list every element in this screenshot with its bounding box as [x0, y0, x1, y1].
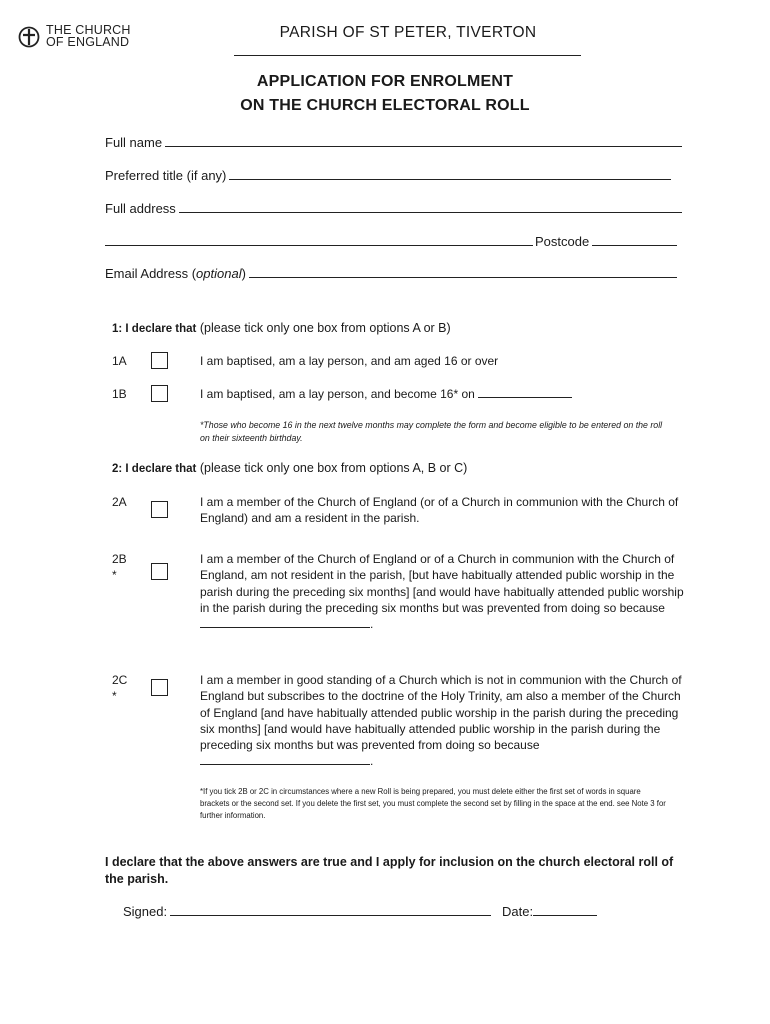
- full-name-label: Full name: [105, 135, 163, 150]
- full-address-field[interactable]: [105, 200, 682, 216]
- section-1-footnote: *Those who become 16 in the next twelve months may complete the form and become eligible to be entered on the roll on their sixteenth birthday.: [200, 420, 663, 443]
- preferred-title-input-line[interactable]: [229, 167, 671, 180]
- postcode-label: Postcode: [535, 234, 590, 249]
- signature-field[interactable]: [123, 903, 491, 919]
- section-2-heading-bold: 2: I declare that: [112, 463, 197, 475]
- logo-line-1: THE CHURCH: [46, 23, 131, 37]
- email-input-line[interactable]: [249, 265, 677, 278]
- section-2-heading: [112, 461, 467, 475]
- full-name-field[interactable]: [105, 134, 682, 150]
- full-name-input-line[interactable]: [165, 134, 682, 147]
- option-2b-checkbox[interactable]: [151, 563, 168, 580]
- option-1b-code: 1B: [112, 387, 127, 401]
- option-2a-checkbox[interactable]: [151, 501, 168, 518]
- section-1-heading: [112, 321, 451, 335]
- date-input-line[interactable]: [533, 903, 597, 916]
- option-1b-text: I am baptised, am a lay person, and become 16* on: [200, 387, 475, 401]
- option-1b-row: [200, 386, 690, 402]
- logo-line-2: OF ENGLAND: [46, 35, 130, 49]
- option-2b-reason-input-line[interactable]: [200, 616, 370, 628]
- option-2b-end: .: [370, 617, 374, 632]
- option-2c-reason-input-line[interactable]: [200, 753, 370, 765]
- email-label: Email Address (: [105, 266, 197, 281]
- birthday-date-input-line[interactable]: [478, 386, 572, 398]
- option-2a-code: 2A: [112, 495, 127, 509]
- section-2-footnote: *If you tick 2B or 2C in circumstances where a new Roll is being prepared, you must delete either the first set of words in square brackets or the second set. If you delete the first set, you must complete the second set by filling in the space at the end. see Note 3 for further information.: [200, 787, 666, 820]
- signature-input-line[interactable]: [170, 903, 491, 916]
- option-2c-code-block: [112, 672, 127, 704]
- option-2a-text: I am a member of the Church of England (or of a Church in communion with the Church of England) and am a resident in the parish.: [200, 495, 679, 526]
- form-title-line-2: ON THE CHURCH ELECTORAL ROLL: [240, 97, 530, 114]
- full-address-label: Full address: [105, 201, 176, 216]
- option-2c-star: *: [112, 689, 117, 703]
- cross-logo-icon: [18, 26, 40, 48]
- date-label: Date:: [502, 904, 534, 919]
- option-2c-row: [200, 672, 690, 770]
- address-postcode-field[interactable]: [105, 233, 677, 249]
- email-label-close: ): [241, 266, 246, 281]
- header-divider: [234, 55, 581, 56]
- option-1b-checkbox[interactable]: [151, 385, 168, 402]
- option-2b-row: [200, 551, 690, 632]
- form-title-line-1: APPLICATION FOR ENROLMENT: [256, 73, 514, 90]
- preferred-title-label: Preferred title (if any): [105, 168, 227, 183]
- preferred-title-field[interactable]: [105, 167, 671, 183]
- option-2c-code: 2C: [112, 673, 128, 687]
- declaration-statement: I declare that the above answers are true and I apply for inclusion on the church electoral roll of the parish.: [105, 855, 674, 886]
- option-2b-code: 2B: [112, 552, 127, 566]
- email-field[interactable]: [105, 265, 677, 281]
- church-of-england-logo: [18, 24, 131, 48]
- option-2c-checkbox[interactable]: [151, 679, 168, 696]
- section-1-heading-rest: (please tick only one box from options A or B): [196, 321, 451, 335]
- option-2c-end: .: [370, 754, 374, 769]
- option-2b-star: *: [112, 568, 117, 582]
- option-1a-code: 1A: [112, 354, 127, 368]
- email-optional-label: optional: [196, 266, 242, 281]
- option-2c-text: I am a member in good standing of a Church which is not in communion with the Church of England but subscribes to the doctrine of the Holy Trinity, am also a member of the Church of England [and have habitually attended public worship in the parish during the preceding six months] [and would have habitually attended public worship in the parish during the preceding six months but was prevented from doing so because: [200, 673, 682, 753]
- section-2-heading-rest: (please tick only one box from options A, B or C): [196, 461, 468, 475]
- option-1a-text: I am baptised, am a lay person, and am aged 16 or over: [200, 354, 499, 368]
- parish-name: PARISH OF ST PETER, TIVERTON: [279, 24, 537, 41]
- option-2b-code-block: [112, 551, 127, 583]
- section-1-heading-bold: 1: I declare that: [112, 323, 197, 335]
- signed-label: Signed:: [123, 904, 168, 919]
- address-line-2[interactable]: [105, 233, 533, 246]
- postcode-input-line[interactable]: [592, 233, 677, 246]
- option-1a-checkbox[interactable]: [151, 352, 168, 369]
- date-field[interactable]: [502, 903, 597, 919]
- option-2b-text: I am a member of the Church of England or of a Church in communion with the Church of England, am not resident in the parish, [but have habitually attended public worship in the parish during the preceding six months] [and would have habitually attended public worship in the parish during the preceding six months but was prevented from doing so because: [200, 552, 684, 615]
- address-line-1[interactable]: [179, 200, 682, 213]
- logo-wordmark: [46, 24, 131, 48]
